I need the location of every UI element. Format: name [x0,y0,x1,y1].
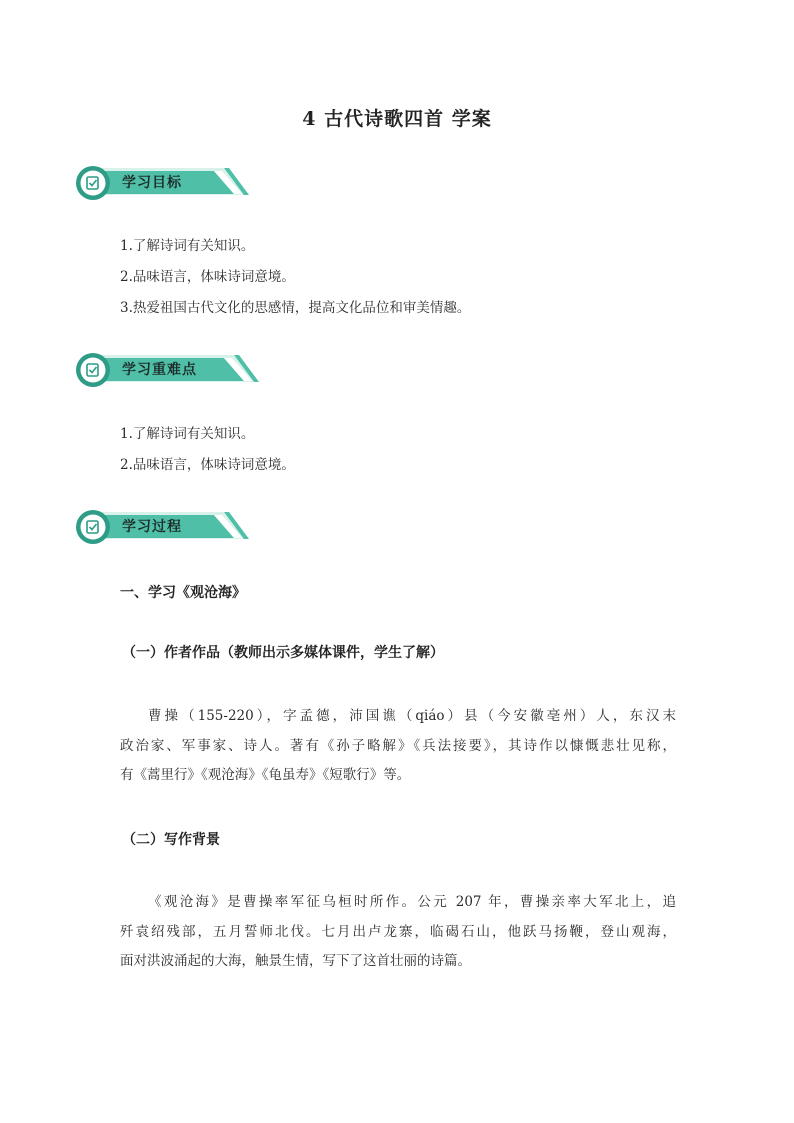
paragraph-line: 《观沧海》是曹操率军征乌桓时所作。公元 207 年，曹操亲率大军北上，追 [148,894,676,910]
paragraph-line: 有《蒿里行》《观沧海》《龟虽寿》《短歌行》等。 [120,767,411,783]
banner-label-key-points: 学习重难点 [122,362,197,378]
goal-item: 1.了解诗词有关知识。 [120,238,255,254]
part-heading: 一、学习《观沧海》 [120,585,246,601]
paragraph-line: 政治家、军事家、诗人。著有《孙子略解》《兵法接要》，其诗作以慷慨悲壮见称， [120,737,676,754]
paragraph-line: 曹操（155-220），字孟德，沛国谯（qiáo）县（今安徽亳州）人，东汉末 [148,708,676,724]
background-paragraph [120,888,676,977]
subsection-heading: （二）写作背景 [122,832,220,848]
banner-label-goals: 学习目标 [122,175,182,191]
subsection-heading: （一）作者作品（教师出示多媒体课件，学生了解） [122,645,444,661]
page-title: 4 古代诗歌四首 学案 [302,108,492,130]
key-point-item: 2.品味语言，体味诗词意境。 [120,457,295,473]
section-banner-key-points [74,350,259,390]
paragraph-line: 歼袁绍残部，五月誓师北伐。七月出卢龙寨，临碣石山，他跃马扬鞭，登山观海， [120,923,676,940]
goal-item: 2.品味语言，体味诗词意境。 [120,269,295,285]
section-banner-goals [74,163,249,203]
paragraph-line: 面对洪波涌起的大海，触景生情，写下了这首壮丽的诗篇。 [120,953,471,969]
section-banner-process [74,507,249,547]
author-paragraph [120,702,676,791]
banner-label-process: 学习过程 [122,519,182,535]
key-point-item: 1.了解诗词有关知识。 [120,426,255,442]
goal-item: 3.热爱祖国古代文化的思感情，提高文化品位和审美情趣。 [120,300,471,316]
